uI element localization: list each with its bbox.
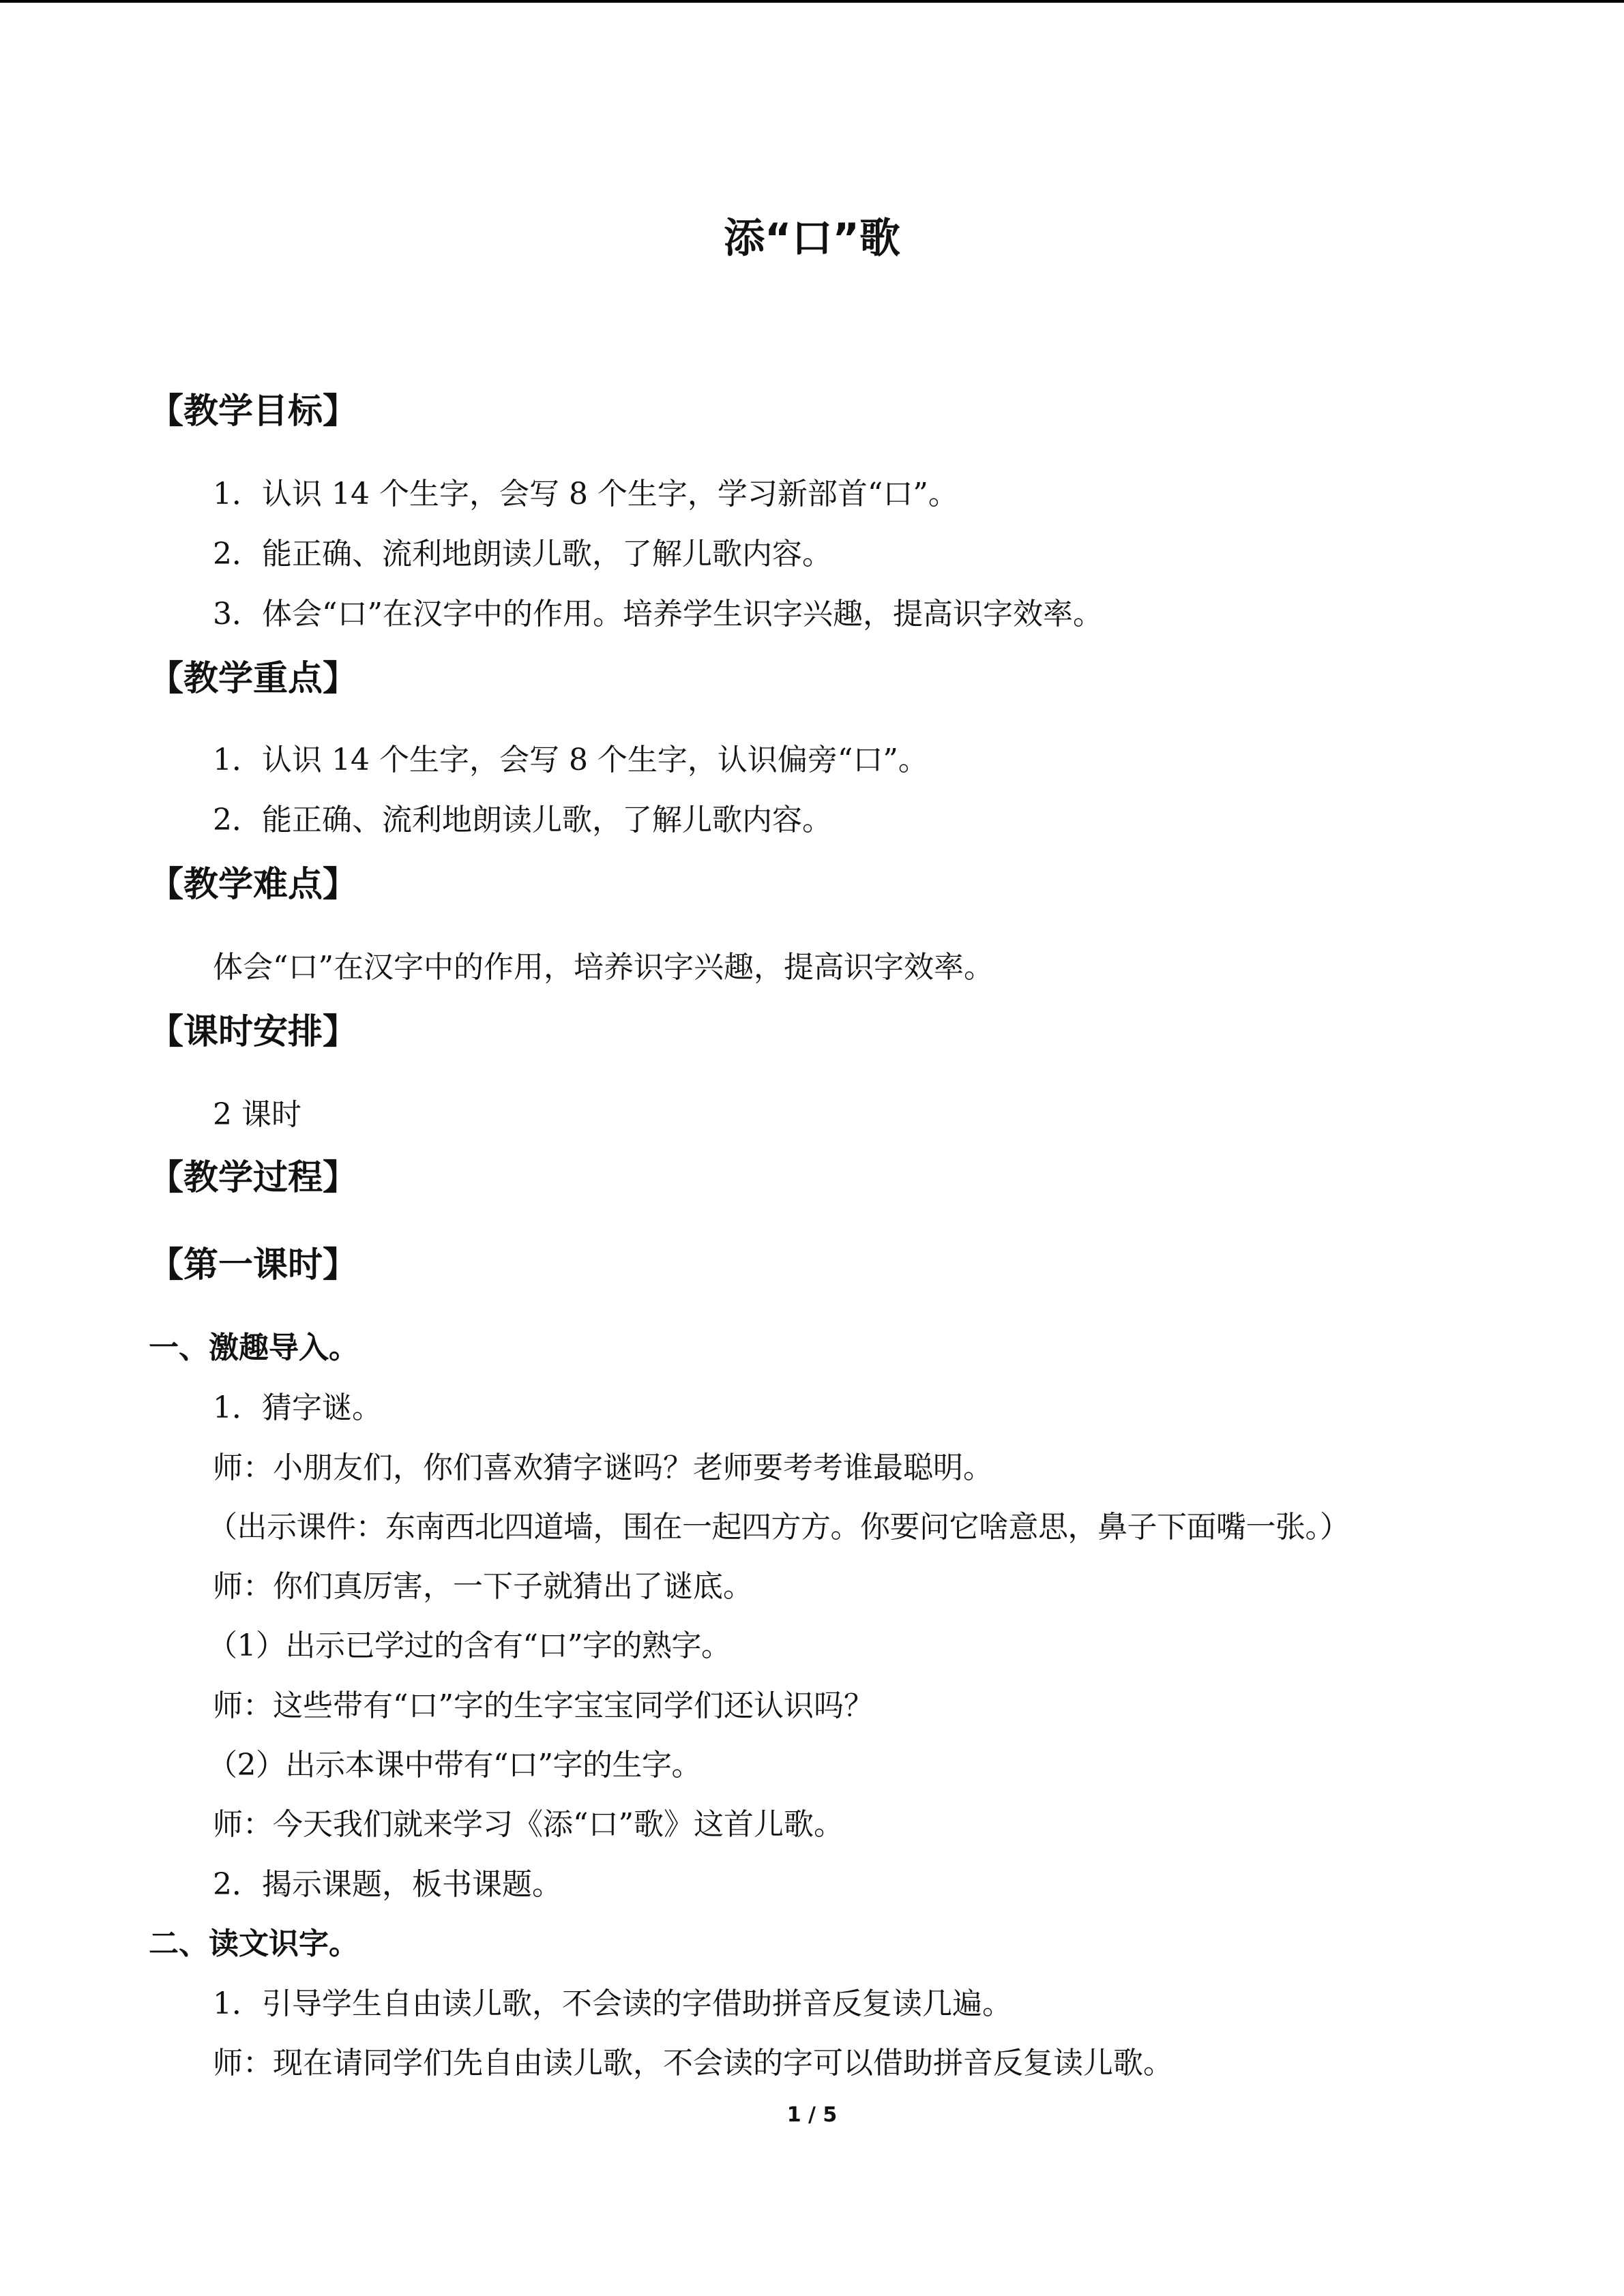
part1-line: 2．揭示课题，板书课题。 [213, 1867, 562, 1902]
schedule-text: 2 课时 [213, 1097, 301, 1132]
objective-item: 3．体会“口”在汉字中的作用。培养学生识字兴趣，提高识字效率。 [213, 597, 1103, 631]
part1-line: （出示课件：东南西北四道墙，围在一起四方方。你要问它啥意思，鼻子下面嘴一张。） [207, 1510, 1350, 1545]
top-border [0, 0, 1624, 3]
part1-line: 师：今天我们就来学习《添“口”歌》这首儿歌。 [213, 1807, 844, 1842]
objectives-heading: 【教学目标】 [149, 391, 358, 432]
difficulties-heading: 【教学难点】 [149, 865, 358, 905]
difficulty-text: 体会“口”在汉字中的作用，培养识字兴趣，提高识字效率。 [213, 950, 994, 985]
part1-title: 一、激趣导入。 [149, 1330, 359, 1365]
lesson1-heading: 【第一课时】 [149, 1245, 358, 1285]
objective-item: 2．能正确、流利地朗读儿歌，了解儿歌内容。 [213, 537, 832, 571]
part1-line: 1．猜字谜。 [213, 1390, 382, 1425]
key-point-item: 2．能正确、流利地朗读儿歌，了解儿歌内容。 [213, 803, 832, 837]
part2-line: 师：现在请同学们先自由读儿歌，不会读的字可以借助拼音反复读儿歌。 [213, 2046, 1173, 2081]
key-point-item: 1．认识 14 个生字，会写 8 个生字，认识偏旁“口”。 [213, 743, 928, 777]
process-heading: 【教学过程】 [149, 1158, 358, 1198]
part1-line: （2）出示本课中带有“口”字的生字。 [207, 1748, 701, 1783]
part1-line: 师：你们真厉害，一下子就猜出了谜底。 [213, 1569, 753, 1604]
schedule-heading: 【课时安排】 [149, 1012, 358, 1052]
part1-line: 师：这些带有“口”字的生字宝宝同学们还认识吗？ [213, 1688, 874, 1723]
page-title: 添“口”歌 [724, 215, 900, 263]
key-points-heading: 【教学重点】 [149, 659, 358, 699]
page-number: 1 / 5 [786, 2103, 838, 2127]
part1-line: 师：小朋友们，你们喜欢猜字谜吗？老师要考考谁最聪明。 [213, 1450, 993, 1485]
objective-item: 1．认识 14 个生字，会写 8 个生字，学习新部首“口”。 [213, 477, 958, 511]
part2-title: 二、读文识字。 [149, 1926, 359, 1961]
part1-line: （1）出示已学过的含有“口”字的熟字。 [207, 1628, 731, 1663]
part2-line: 1．引导学生自由读儿歌，不会读的字借助拼音反复读几遍。 [213, 1986, 1012, 2021]
